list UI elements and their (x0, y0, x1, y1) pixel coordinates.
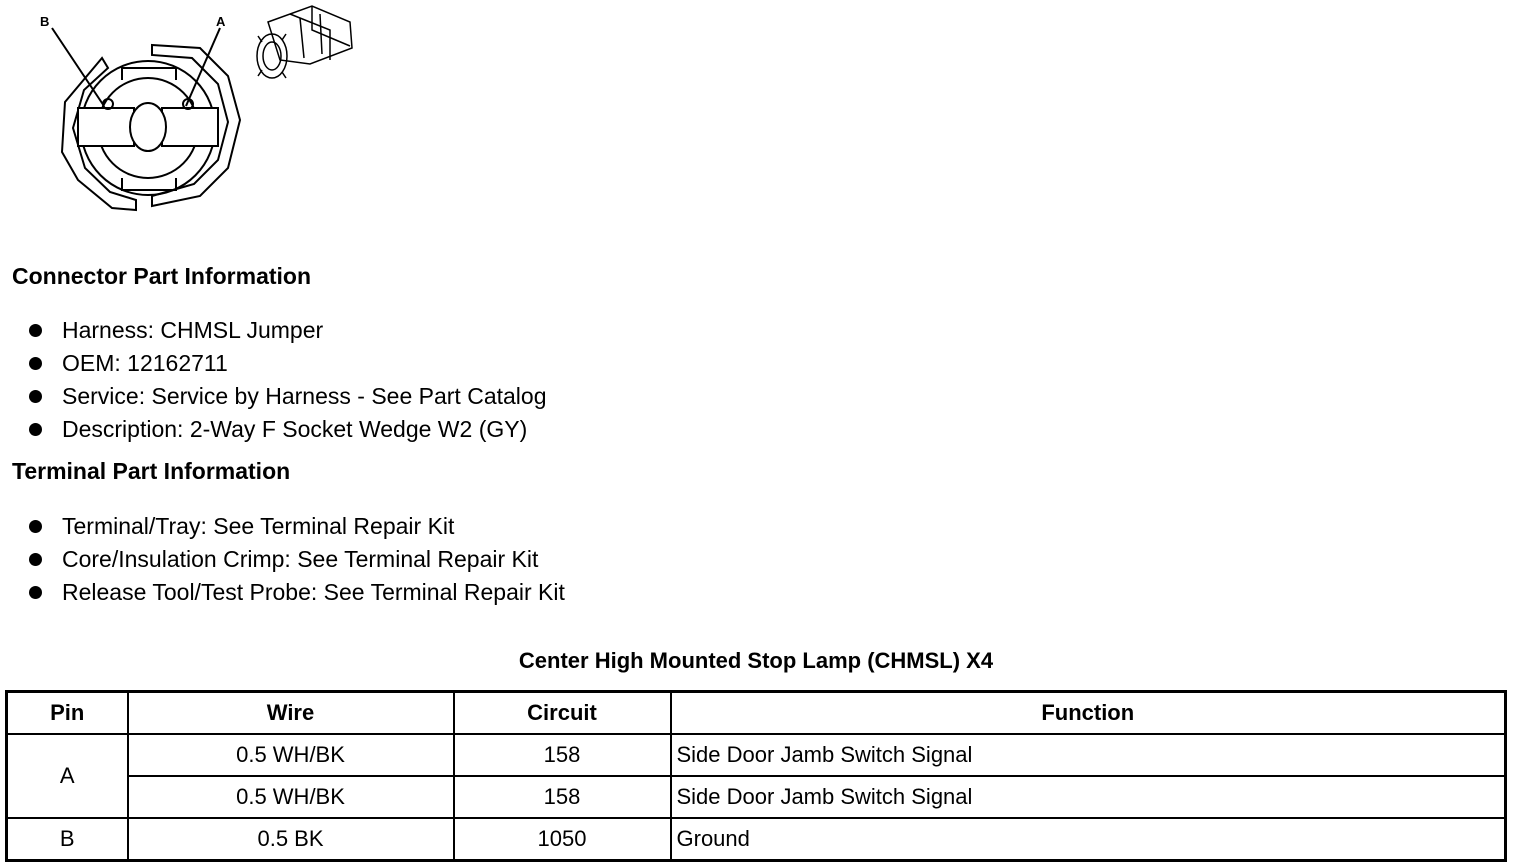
list-item: Release Tool/Test Probe: See Terminal Repair Kit (28, 576, 565, 609)
connector-diagram (0, 0, 380, 230)
header-function: Function (671, 692, 1506, 735)
terminal-part-info-heading: Terminal Part Information (12, 458, 291, 484)
table-row (7, 734, 1506, 776)
table-row (7, 776, 1506, 818)
list-item: Core/Insulation Crimp: See Terminal Repair Kit (28, 543, 565, 576)
list-item: Service: Service by Harness - See Part Catalog (28, 380, 546, 413)
terminal-b-blade (78, 108, 134, 146)
pin-label-b: B (40, 14, 50, 29)
cell-circuit: 158 (454, 734, 671, 776)
list-item: OEM: 12162711 (28, 347, 546, 380)
cell-circuit: 1050 (454, 818, 671, 861)
cell-function: Ground (671, 818, 1506, 861)
cell-wire: 0.5 WH/BK (128, 734, 454, 776)
cell-pin: B (7, 818, 128, 861)
list-item: Description: 2-Way F Socket Wedge W2 (GY) (28, 413, 546, 446)
cell-wire: 0.5 WH/BK (128, 776, 454, 818)
pin-table (5, 690, 1507, 862)
cell-function: Side Door Jamb Switch Signal (671, 776, 1506, 818)
connector-iso-view (257, 6, 352, 78)
cell-pin: A (7, 734, 128, 818)
center-post (130, 103, 166, 151)
header-pin: Pin (7, 692, 128, 735)
connector-part-info-list (28, 314, 546, 446)
leader-line-b (52, 28, 104, 106)
latch-bottom (122, 178, 176, 190)
list-item: Terminal/Tray: See Terminal Repair Kit (28, 510, 565, 543)
table-header-row (7, 692, 1506, 735)
table-title: Center High Mounted Stop Lamp (CHMSL) X4 (518, 648, 994, 673)
table-row (7, 818, 1506, 861)
cell-wire: 0.5 BK (128, 818, 454, 861)
list-item: Harness: CHMSL Jumper (28, 314, 546, 347)
header-wire: Wire (128, 692, 454, 735)
cell-function: Side Door Jamb Switch Signal (671, 734, 1506, 776)
leader-line-a (186, 28, 220, 106)
terminal-part-info-list (28, 510, 565, 609)
cell-circuit: 158 (454, 776, 671, 818)
connector-part-info-heading: Connector Part Information (12, 263, 312, 289)
pin-label-a: A (216, 14, 226, 29)
header-circuit: Circuit (454, 692, 671, 735)
terminal-a-blade (162, 108, 218, 146)
